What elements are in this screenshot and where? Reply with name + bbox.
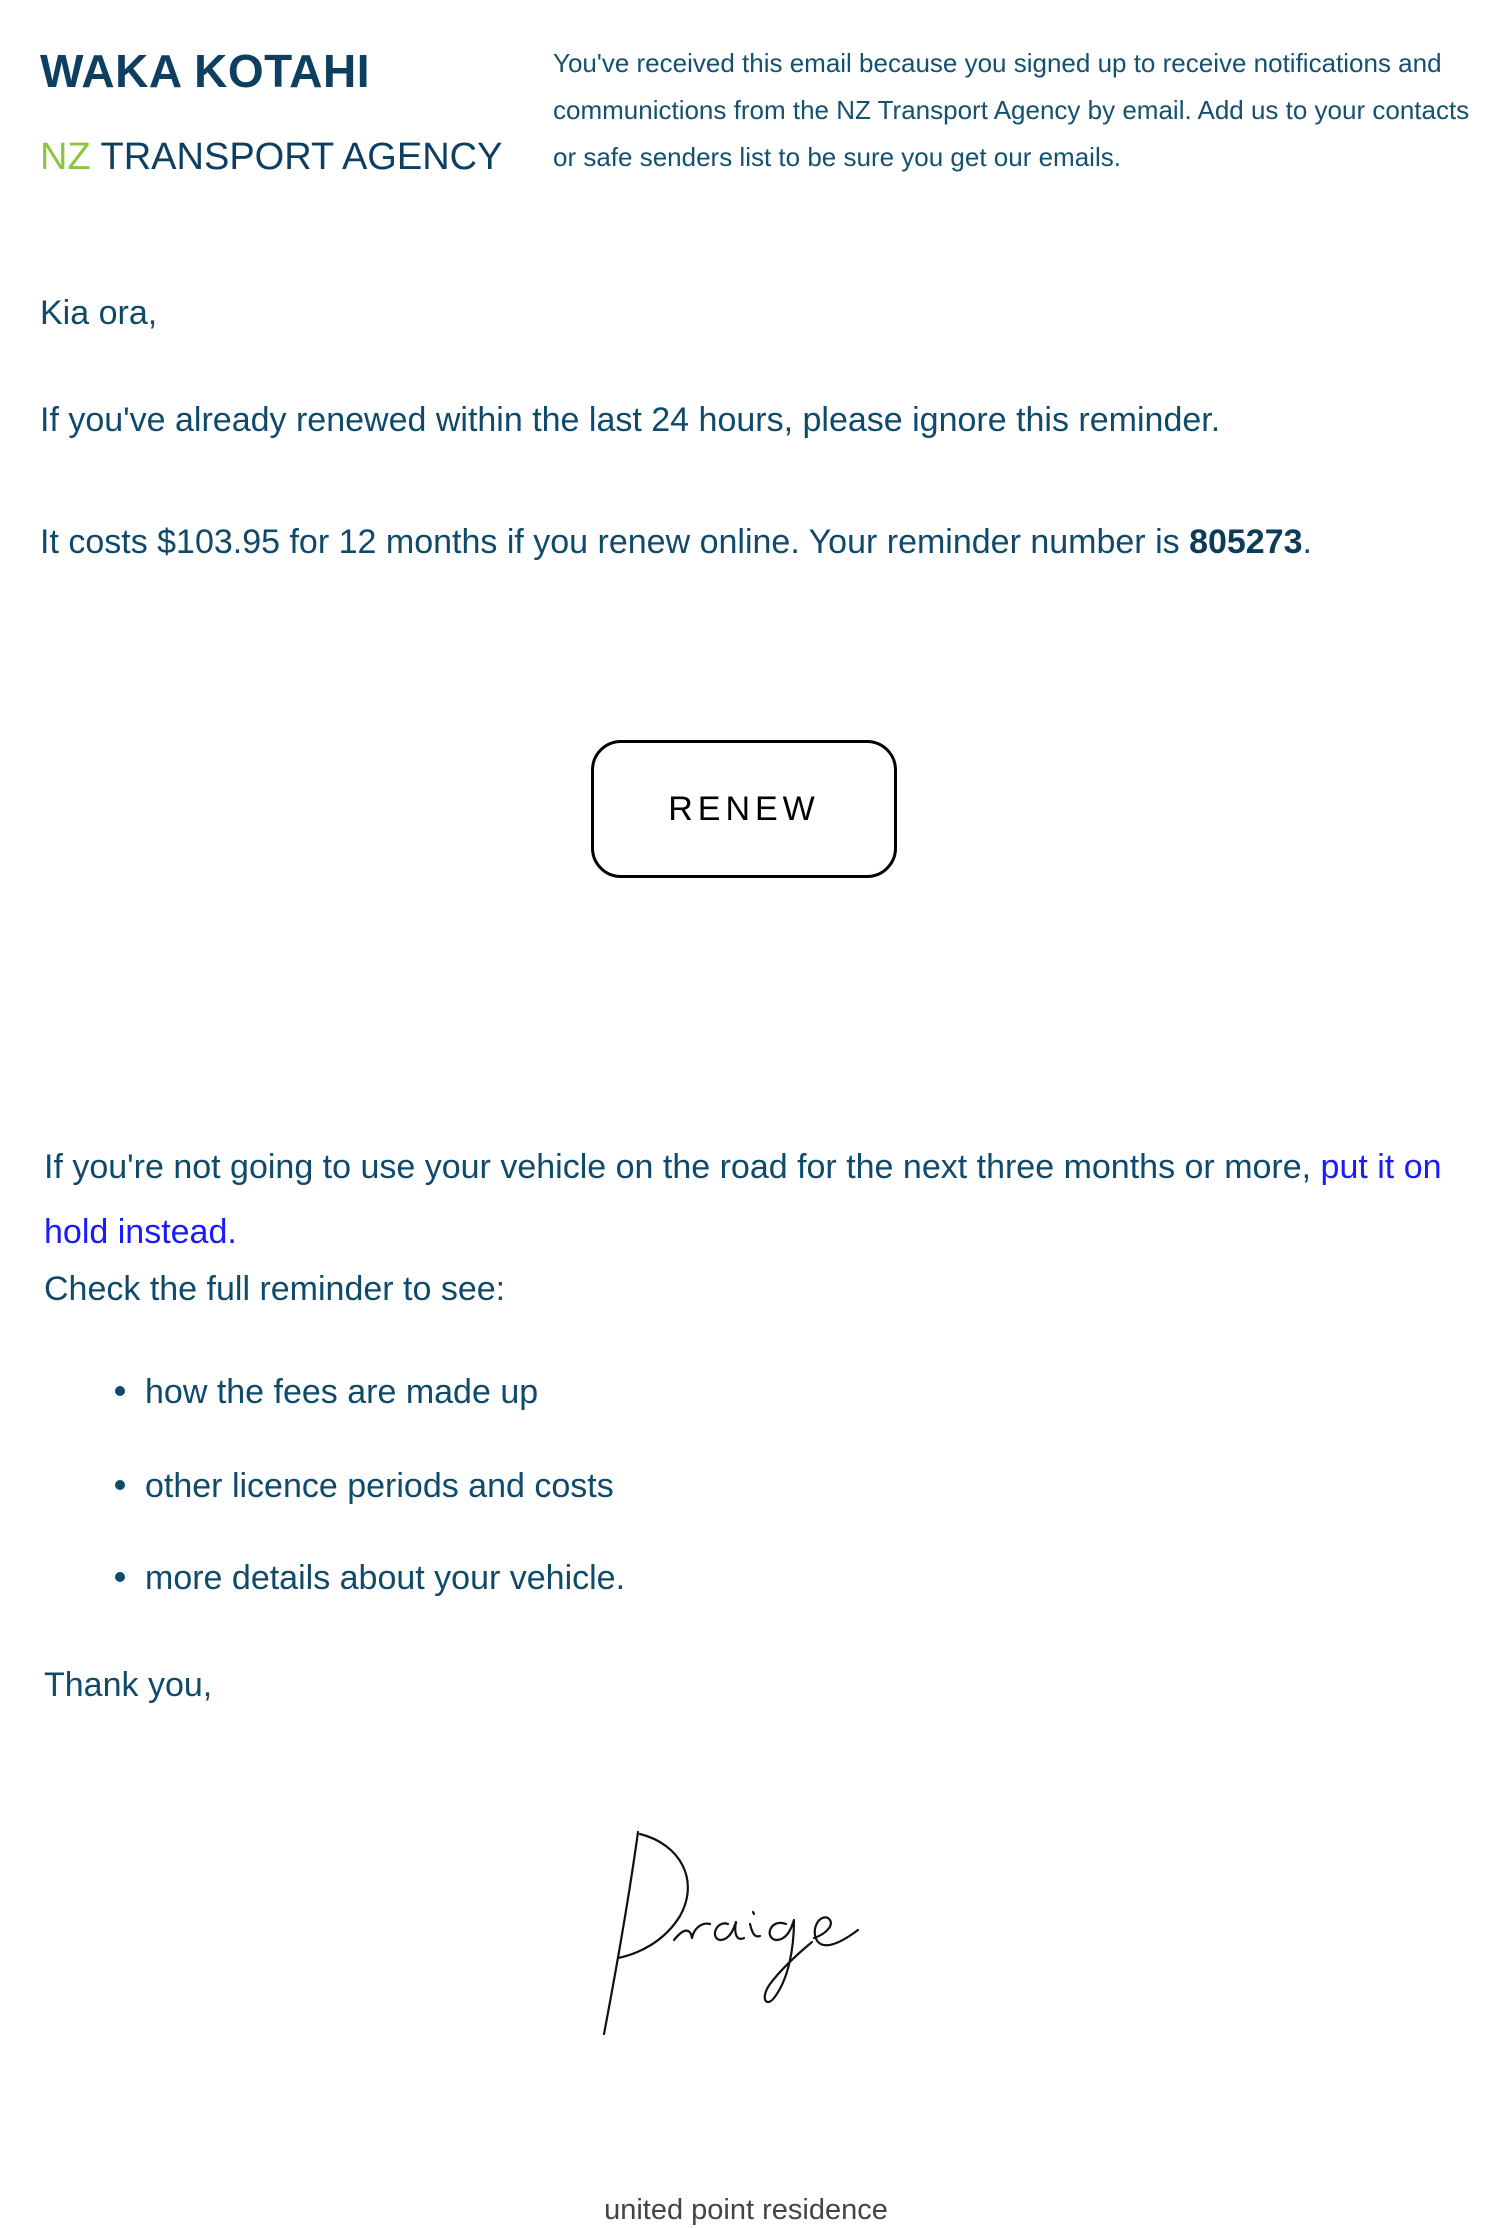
list-item-text: more details about your vehicle. (145, 1559, 626, 1597)
cost-suffix: . (1302, 523, 1312, 561)
reminder-number: 805273 (1189, 523, 1303, 561)
cost-text: It costs $103.95 for 12 months if you renew online. Your reminder number is (40, 523, 1190, 561)
cost-paragraph (40, 523, 1312, 562)
list-item (115, 1467, 614, 1506)
list-item (115, 1373, 538, 1412)
put-on-hold-link[interactable]: put it on hold instead. (44, 1148, 1442, 1251)
hold-paragraph (44, 1135, 1464, 1265)
hold-text: If you're not going to use your vehicle on the road for the next three months or more, (44, 1148, 1321, 1186)
brand-title: WAKA KOTAHI (40, 45, 371, 97)
thanks: Thank you, (44, 1666, 213, 1704)
check-intro: Check the full reminder to see: (44, 1270, 506, 1308)
brand-subtitle-accent: NZ (40, 136, 91, 178)
list-item-text: other licence periods and costs (145, 1467, 614, 1505)
list-item (115, 1559, 625, 1598)
bullet-icon (115, 1572, 125, 1582)
bullet-icon (115, 1386, 125, 1396)
renew-button[interactable]: RENEW (591, 740, 897, 878)
greeting: Kia ora, (40, 294, 158, 332)
signature (560, 1820, 900, 2060)
brand-subtitle (40, 136, 502, 179)
ignore-notice: If you've already renewed within the last 24 hours, please ignore this reminder. (40, 401, 1221, 439)
brand-subtitle-rest: TRANSPORT AGENCY (90, 136, 503, 178)
subscription-notice: You've received this email because you signed up to receive notifications and communictions from the NZ Transport Agency by email. Add us to your contacts or safe senders list to be sure you get our emails. (553, 48, 1470, 172)
bullet-icon (115, 1480, 125, 1490)
footer-text: united point residence (604, 2194, 888, 2226)
list-item-text: how the fees are made up (145, 1373, 539, 1411)
